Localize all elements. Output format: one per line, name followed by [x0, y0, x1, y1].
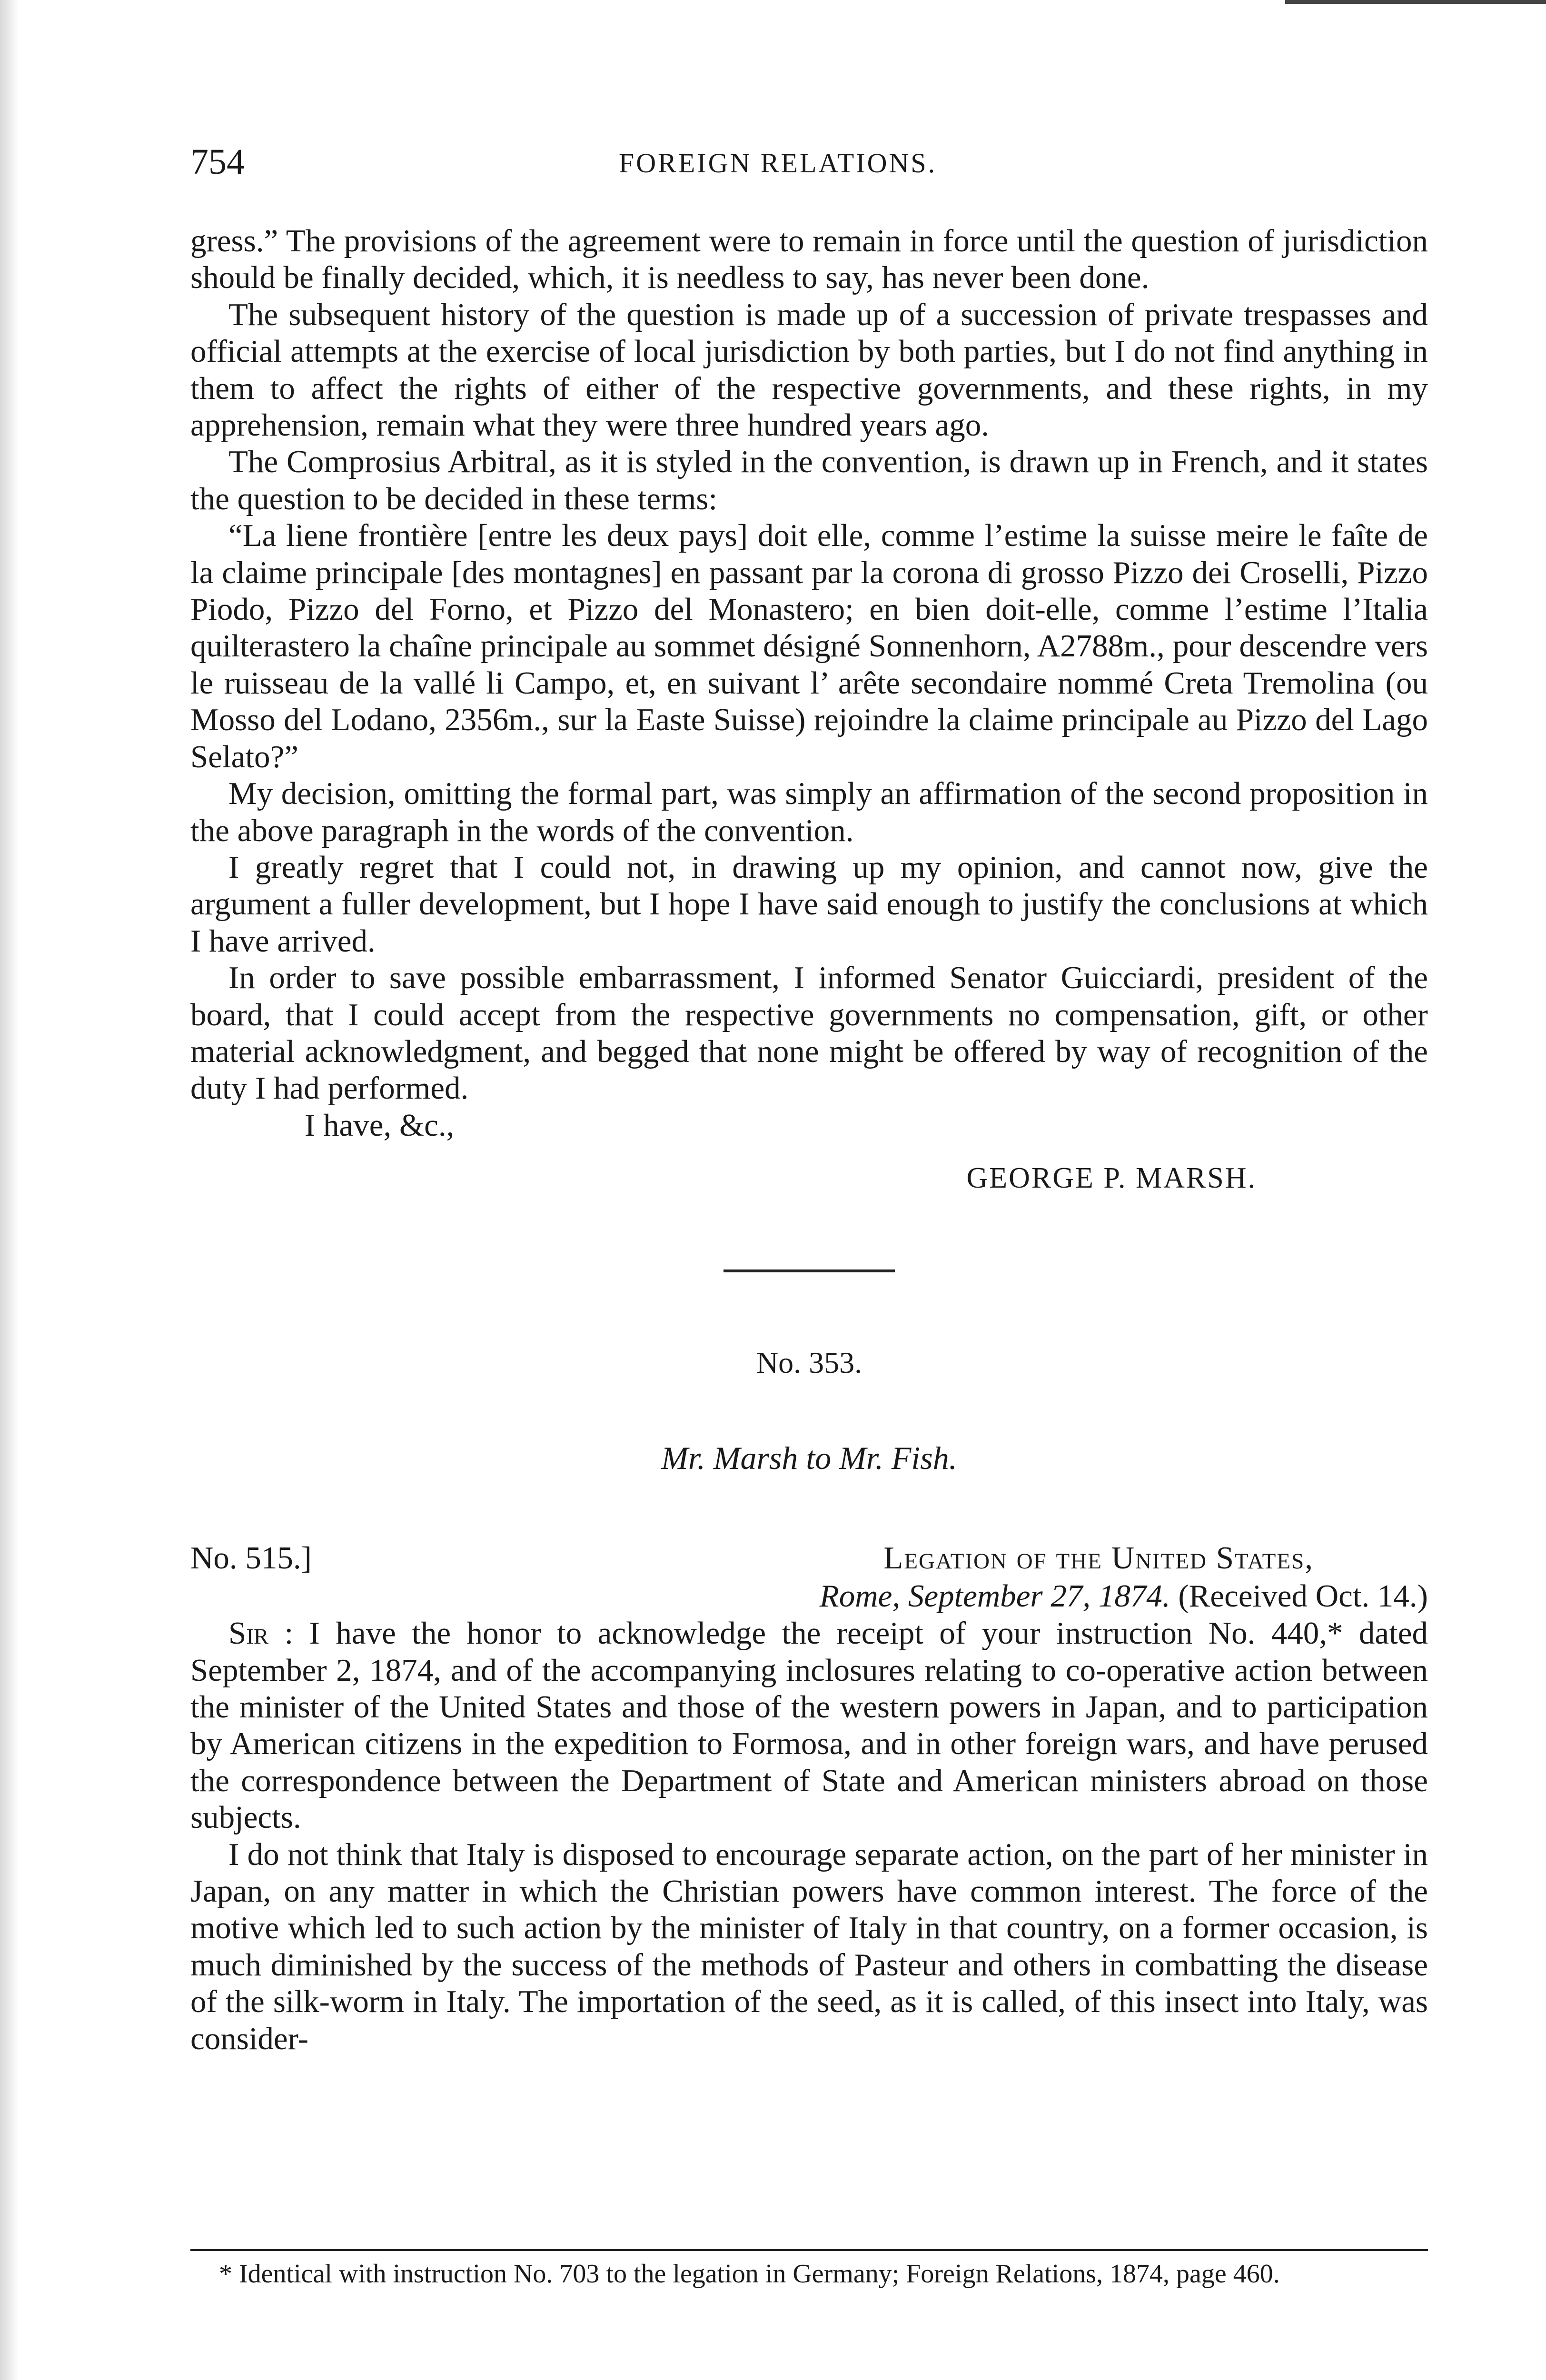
place-and-date: Rome, September 27, 1874. [819, 1578, 1170, 1614]
dateline [820, 1577, 1428, 1615]
running-head: FOREIGN RELATIONS. [619, 148, 937, 178]
legation-heading: Legation of the United States, [883, 1540, 1314, 1576]
letter-paragraph-text: I have the honor to acknowledge the receipt of your instruction No. 440,* dated September 2, 1874, and of the accompanying inclosures relating to co-operative action between the minister of the United States and those of the western powers in Japan, and to participation by American citizens in the expedition to Formosa, and in other foreign wars, and have perused the correspondence between the Department of State and American ministers abroad on those subjects. [190, 1616, 1428, 1835]
body-paragraph-continued: gress.” The provisions of the agreement were to remain in force until the question of jurisdiction should be finally decided, which, it is needless to say, has never been done. [190, 223, 1428, 296]
dispatch-heading [190, 1539, 1428, 1615]
body-paragraph: My decision, omitting the formal part, was simply an affirmation of the second proposition in the above paragraph in the words of the convention. [190, 776, 1428, 848]
salutation: Sir : [228, 1616, 294, 1651]
page-header [190, 143, 1428, 181]
document-number: No. 353. [756, 1346, 862, 1380]
body-paragraph: In order to save possible embarrassment, I informed Senator Guicciardi, president of the board, that I could accept from the respective governments no compensation, gift, or other material acknowledgment, and begged that none might be offered by way of recognition of the duty I had performed. [190, 960, 1428, 1106]
received-date: (Received Oct. 14.) [1178, 1578, 1428, 1614]
footnote-rule [190, 2249, 1428, 2251]
body-paragraph: The Comprosius Arbitral, as it is styled in the convention, is drawn up in French, and it states the question to be decided in these terms: [190, 444, 1428, 516]
document-title: Mr. Marsh to Mr. Fish. [661, 1440, 957, 1477]
text-column [190, 223, 1428, 2057]
signature: GEORGE P. MARSH. [966, 1162, 1257, 1195]
letter-closing: I have, &c., [305, 1107, 455, 1143]
letter-paragraph [190, 1615, 1428, 1836]
page-number: 754 [190, 142, 245, 182]
top-edge-rule [1285, 0, 1546, 4]
binding-shadow [0, 0, 19, 2380]
section-divider [723, 1269, 895, 1272]
letter-paragraph: I do not think that Italy is disposed to encourage separate action, on the part of her minister in Japan, on any matter in which the Christian powers have common interest. The force of the motive which led to such action by the minister of Italy in that country, on a former occasion, is much diminished by the success of the methods of Pasteur and others in combatting the disease of the silk-worm in Italy. The importation of the seed, as it is called, of this insect into Italy, was consider- [190, 1836, 1428, 2056]
french-quotation: “La liene frontière [entre les deux pays] doit elle, comme l’estime la suisse meire le faîte de la claime principale [des montagnes] en passant par la corona di grosso Pizzo dei Croselli, Pizzo Piodo, Pizzo del Forno, et Pizzo del Monastero; en bien doit-elle, comme l’estime l’Italia quilterastero la chaîne principale au sommet désigné Sonnenhorn, A2788m., pour descendre vers le ruisseau de la vallé li Campo, et, en suivant l’ arête secondaire nommé Creta Tremolina (ou Mosso del Lodano, 2356m., sur la Easte Suisse) rejoindre la claime principale au Pizzo del Lago Selato?” [190, 518, 1428, 774]
dispatch-number: No. 515.] [190, 1540, 312, 1576]
body-paragraph: I greatly regret that I could not, in drawing up my opinion, and cannot now, give the argument a fuller development, but I hope I have said enough to justify the conclusions at which I have arrived. [190, 849, 1428, 959]
footnote: * Identical with instruction No. 703 to the legation in Germany; Foreign Relations, 1874, page 460. [219, 2259, 1280, 2289]
body-paragraph: The subsequent history of the question is made up of a succession of private trespasses and official attempts at the exercise of local jurisdiction by both parties, but I do not find anything in them to affect the rights of either of the respective governments, and these rights, in my apprehension, remain what they were three hundred years ago. [190, 297, 1428, 443]
